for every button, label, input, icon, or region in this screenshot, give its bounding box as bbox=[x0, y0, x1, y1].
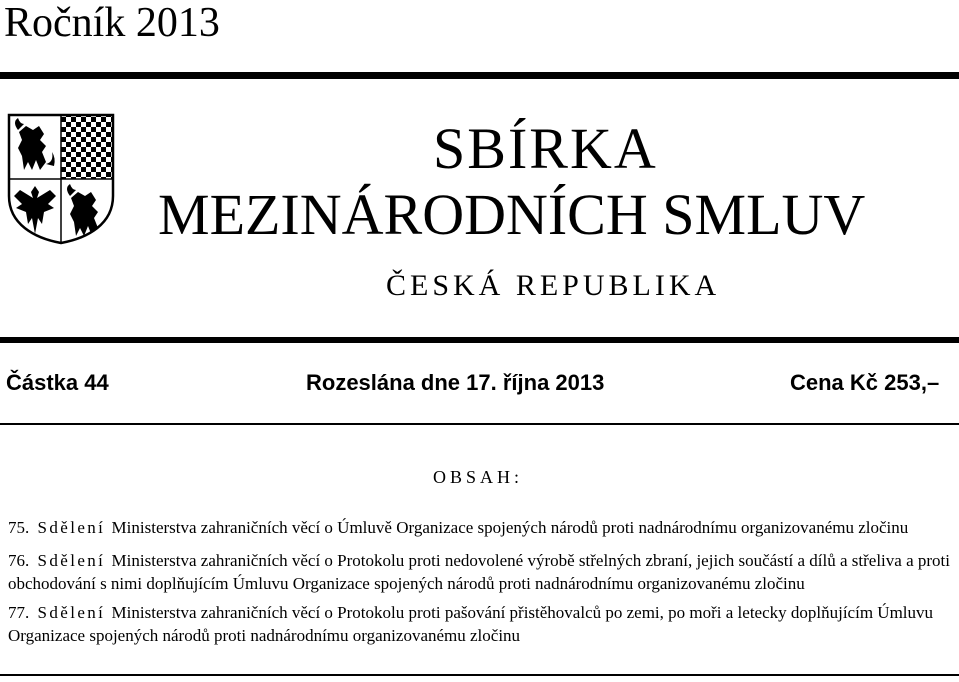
issue-part: Částka 44 bbox=[6, 370, 109, 395]
entry-text: Ministerstva zahraničních věcí o Protokolu proti pašování přistěhovalců po zemi, po moři a letecky doplňujícím Úmluvu Organizace spojených národů proti nadnárodnímu organizovanému zločinu bbox=[8, 603, 934, 645]
coat-of-arms-icon bbox=[6, 112, 116, 246]
entry-text: Ministerstva zahraničních věcí o Protokolu proti nedovolené výrobě střelných zbraní, jejich součástí a dílů a střeliva a proti obchodování s nimi doplňujícím Úmluvu Organizace spojených národů proti nadnárodnímu organizovanému zločinu bbox=[8, 551, 950, 593]
issue-rule bbox=[0, 423, 959, 425]
entry-keyword: Sdělení bbox=[37, 551, 106, 570]
volume-title: Ročník 2013 bbox=[4, 0, 220, 46]
contents-entry-75 bbox=[8, 516, 956, 539]
entry-text: Ministerstva zahraničních věcí o Úmluvě Organizace spojených národů proti nadnárodnímu organizovanému zločinu bbox=[111, 518, 909, 537]
issue-distribution-date: Rozeslána dne 17. října 2013 bbox=[306, 370, 605, 395]
collection-title-line-2: MEZINÁRODNÍCH SMLUV bbox=[158, 182, 866, 247]
entry-number: 76. bbox=[8, 551, 30, 570]
entry-number: 75. bbox=[8, 518, 30, 537]
contents-entry-77 bbox=[8, 601, 956, 647]
issue-price: Cena Kč 253,– bbox=[790, 370, 940, 395]
top-rule bbox=[0, 72, 959, 79]
entry-number: 77. bbox=[8, 603, 30, 622]
collection-title-line-1: SBÍRKA bbox=[433, 116, 658, 181]
country-name: ČESKÁ REPUBLIKA bbox=[386, 269, 721, 302]
entry-keyword: Sdělení bbox=[37, 603, 106, 622]
contents-entry-76 bbox=[8, 549, 956, 595]
entry-keyword: Sdělení bbox=[37, 518, 106, 537]
contents-heading: OBSAH: bbox=[433, 467, 524, 487]
bottom-rule bbox=[0, 674, 959, 676]
section-rule bbox=[0, 337, 959, 343]
